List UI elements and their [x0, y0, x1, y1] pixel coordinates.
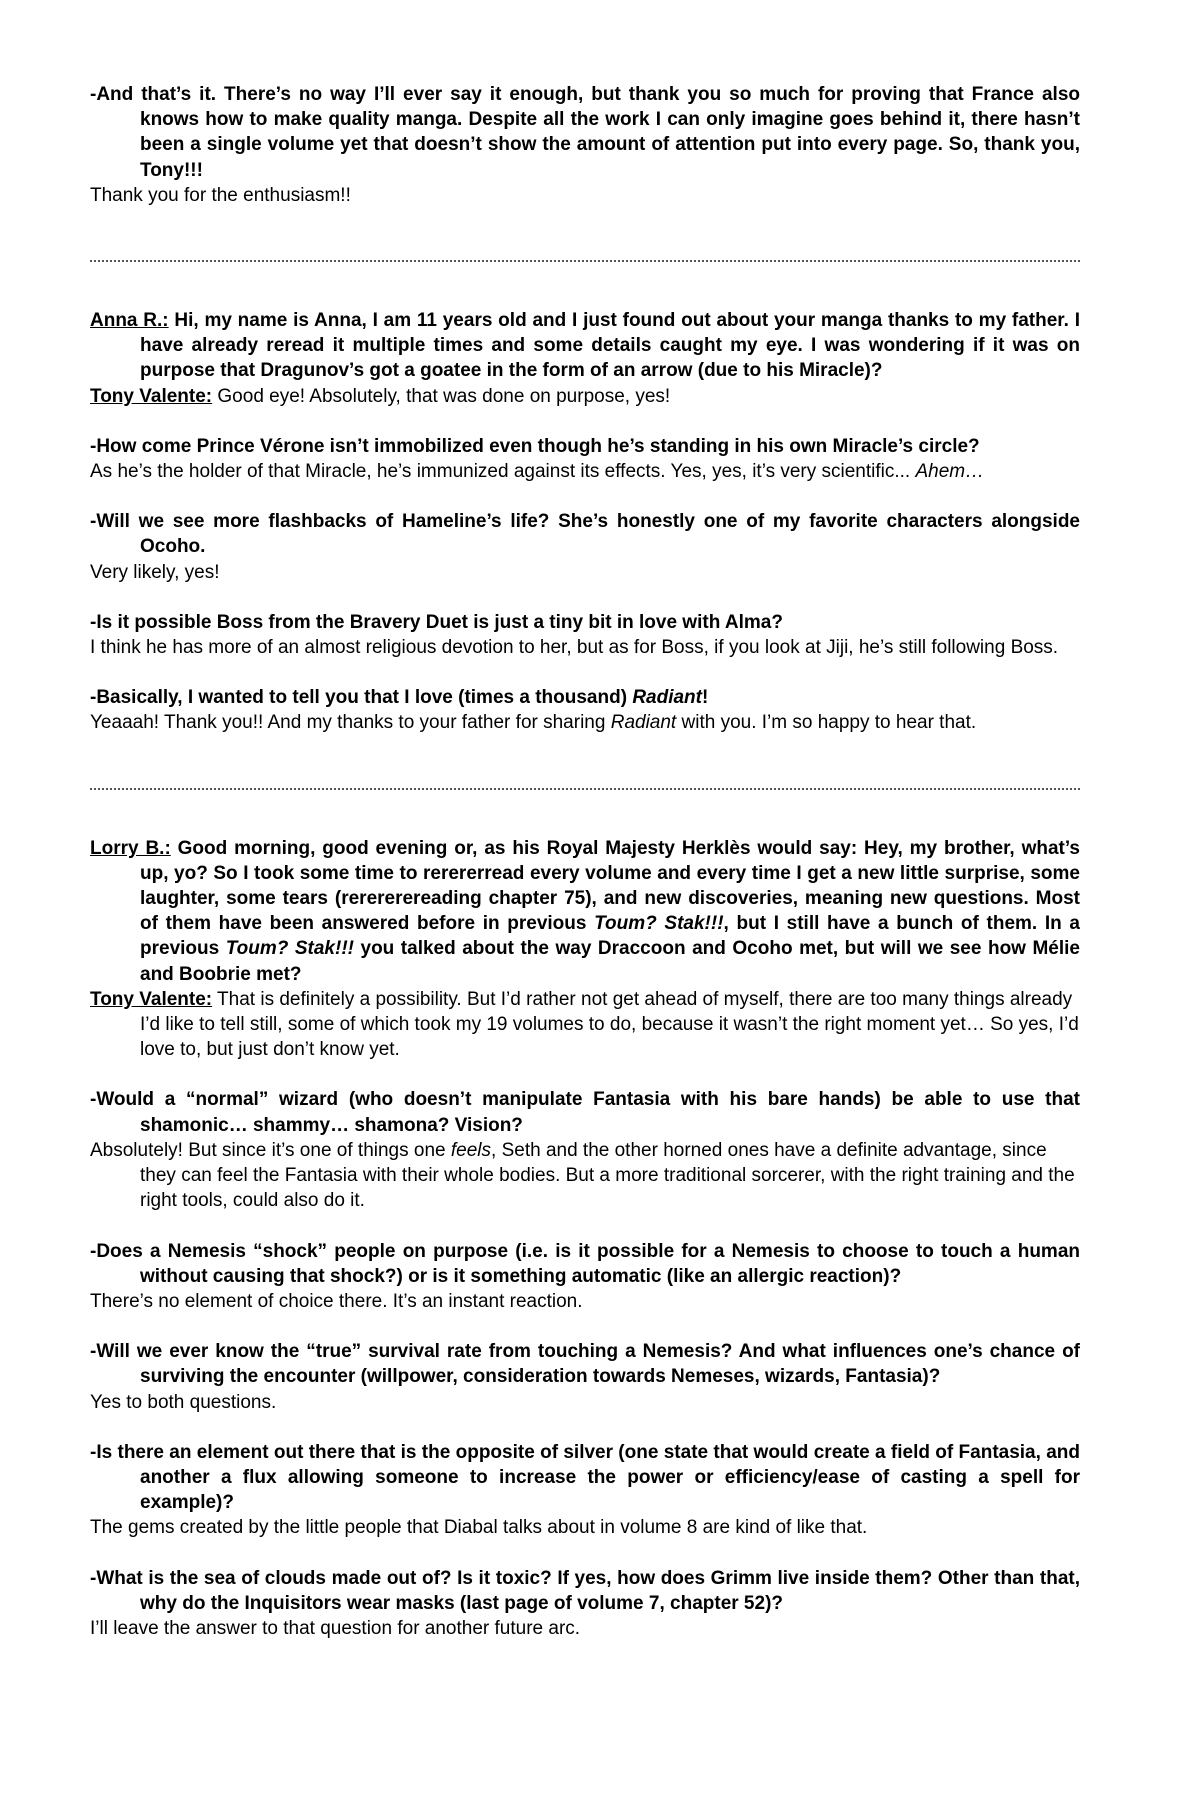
- question-text: !: [702, 687, 709, 709]
- answer: [90, 1138, 1080, 1214]
- question: -Will we ever know the “true” survival rate from touching a Nemesis? And what influences one’s chance of surviving the encounter (willpower, consideration towards Nemeses, wizards, Fantasia)?: [90, 1341, 1080, 1388]
- answer-italic: Ahem…: [915, 461, 985, 483]
- answer: I think he has more of an almost religious devotion to her, but as for Boss, if you look at Jiji, he’s still following Boss.: [90, 637, 1059, 659]
- question: [90, 685, 1080, 710]
- question-text: Good morning, good evening or, as his Royal Majesty Herklès would say: Hey, my brother, what’s up, yo? So I took some time to rerererread every volume and every time I get a new little surprise, some laughter, some tears (rerererereading chapter 75), and new discoveries, meaning new questions. Most of them have been answered before in previous: [140, 837, 1080, 935]
- answer: [90, 987, 1080, 1063]
- answer: Very likely, yes!: [90, 561, 220, 583]
- answer-text: Yeaaah! Thank you!! And my thanks to your father for sharing: [90, 712, 611, 734]
- question: [90, 308, 1080, 384]
- answer: Yes to both questions.: [90, 1391, 277, 1413]
- reader-name: Lorry B.:: [90, 837, 171, 859]
- question-text: -Basically, I wanted to tell you that I love (times a thousand): [90, 687, 633, 709]
- question-text: you talked about the way Draccoon and Ocoho met, but will we see how Mélie and Boobrie met?: [140, 938, 1080, 985]
- answer-text: That is definitely a possibility. But I’d rather not get ahead of myself, there are too many things already I’d like to tell still, some of which took my 19 volumes to do, because it wasn’t the right moment yet… So yes, I’d love to, but just don’t know yet.: [140, 988, 1079, 1061]
- answer: The gems created by the little people that Diabal talks about in volume 8 are kind of like that.: [90, 1517, 868, 1539]
- author-name: Tony Valente:: [90, 988, 213, 1010]
- question: -Would a “normal” wizard (who doesn’t manipulate Fantasia with his bare hands) be able to use that shamonic… shammy… shamona? Vision?: [90, 1089, 1080, 1136]
- question: [90, 836, 1080, 987]
- question: -How come Prince Vérone isn’t immobilized even though he’s standing in his own Miracle’s circle?: [90, 435, 980, 457]
- answer: [90, 459, 1080, 484]
- answer-italic: feels: [450, 1139, 492, 1161]
- answer: I’ll leave the answer to that question for another future arc.: [90, 1617, 581, 1639]
- answer-text: , Seth and the other horned ones have a definite advantage, since they can feel the Fantasia with their whole bodies. But a more traditional sorcerer, with the right training and the right tools, could also do it.: [140, 1139, 1075, 1212]
- question-italic: Toum? Stak!!!: [225, 938, 354, 960]
- question: -Will we see more flashbacks of Hameline’s life? She’s honestly one of my favorite characters alongside Ocoho.: [90, 511, 1080, 558]
- dotted-divider: [90, 260, 1080, 262]
- question-italic: Radiant: [632, 687, 702, 709]
- question-text: Hi, my name is Anna, I am 11 years old and I just found out about your manga thanks to my father. I have already reread it multiple times and some details caught my eye. I was wondering if it was on purpose that Dragunov’s got a goatee in the form of an arrow (due to his Miracle)?: [140, 310, 1080, 382]
- question: -What is the sea of clouds made out of? Is it toxic? If yes, how does Grimm live inside them? Other than that, why do the Inquisitors wear masks (last page of volume 7, chapter 52)?: [90, 1567, 1080, 1614]
- question: -Does a Nemesis “shock” people on purpose (i.e. is it possible for a Nemesis to choose to touch a human without causing that shock?) or is it something automatic (like an allergic reaction)?: [90, 1240, 1080, 1287]
- answer-italic: Radiant: [610, 712, 677, 734]
- answer: Thank you for the enthusiasm!!: [90, 184, 351, 206]
- question-italic: Toum? Stak!!!: [594, 913, 724, 935]
- question: -Is there an element out there that is the opposite of silver (one state that would create a field of Fantasia, and another a flux allowing someone to increase the power or efficiency/ease of casting a spell for example)?: [90, 1441, 1080, 1514]
- answer: There’s no element of choice there. It’s an instant reaction.: [90, 1290, 583, 1312]
- answer-text: with you. I’m so happy to hear that.: [676, 712, 977, 734]
- answer-text: Good eye! Absolutely, that was done on purpose, yes!: [212, 385, 671, 407]
- answer-text: Absolutely! But since it’s one of things one: [90, 1139, 451, 1161]
- question: -And that’s it. There’s no way I’ll ever say it enough, but thank you so much for proving that France also knows how to make quality manga. Despite all the work I can only imagine goes behind it, there hasn’t been a single volume yet that doesn’t show the amount of attention put into every page. So, thank you, Tony!!!: [90, 84, 1080, 181]
- author-name: Tony Valente:: [90, 385, 213, 407]
- answer-text: As he’s the holder of that Miracle, he’s immunized against its effects. Yes, yes, it’s very scientific...: [90, 461, 916, 483]
- question-text: , but I still have a bunch of them. In a previous: [140, 913, 1080, 960]
- answer: [90, 710, 1080, 735]
- answer: [90, 384, 1080, 409]
- qa-page: [90, 82, 1080, 1641]
- reader-name: Anna R.:: [90, 310, 169, 332]
- question: -Is it possible Boss from the Bravery Duet is just a tiny bit in love with Alma?: [90, 611, 783, 633]
- dotted-divider: [90, 788, 1080, 790]
